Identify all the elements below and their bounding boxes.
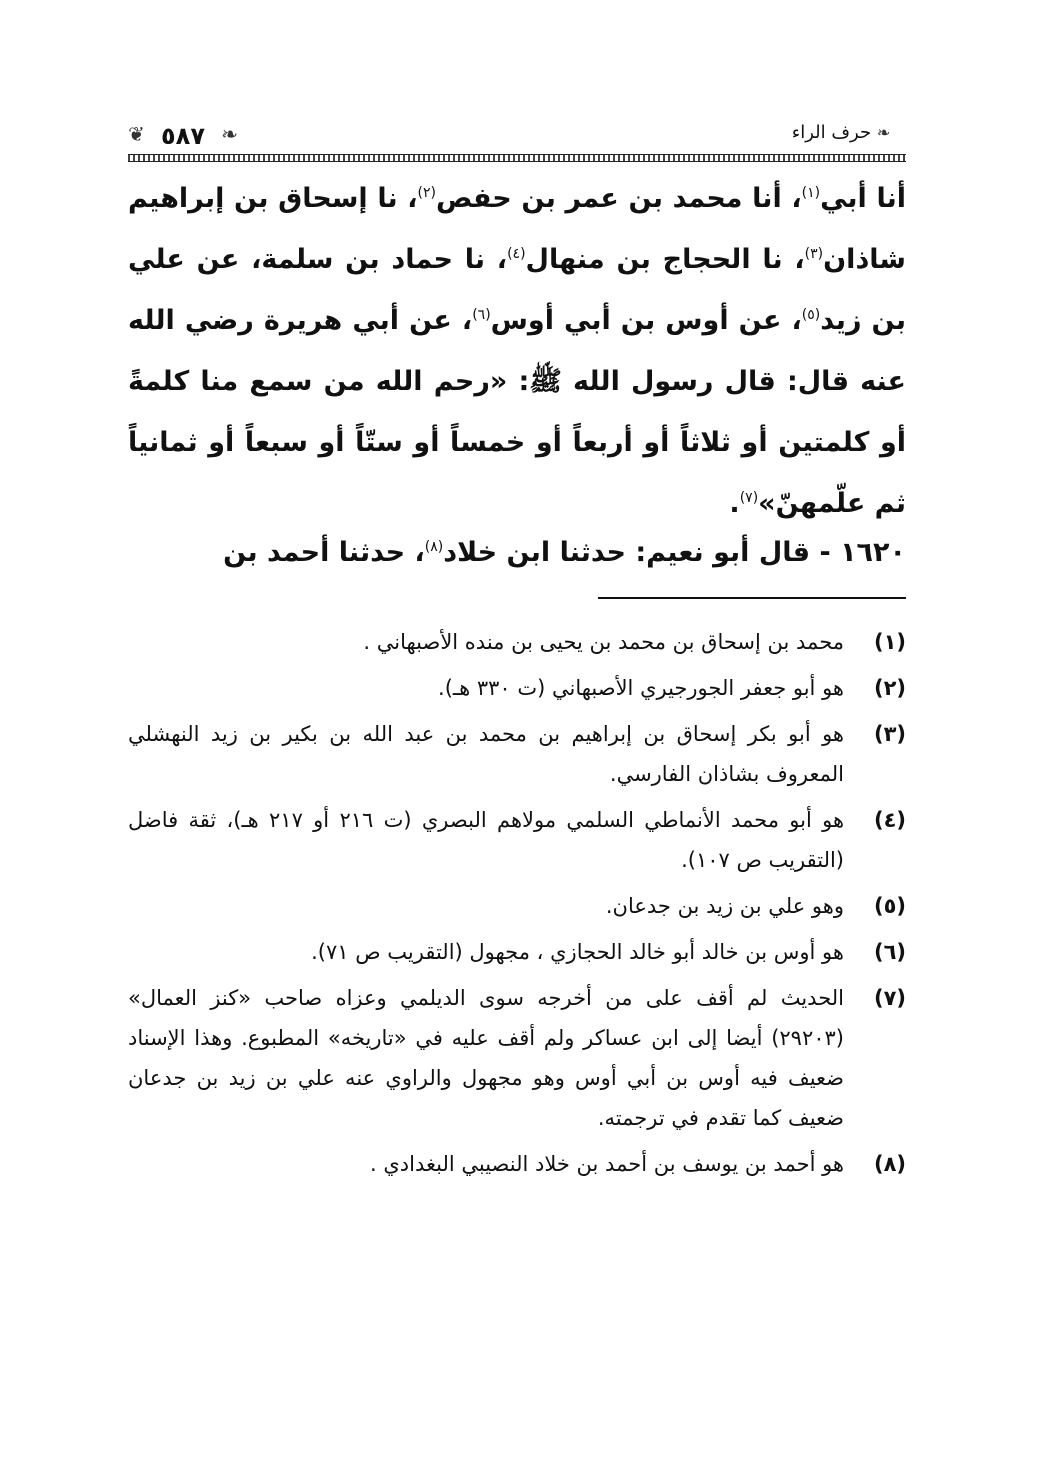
text-run: ١٦٢٠ - قال أبو نعيم: حدثنا ابن خلاد [443,537,906,568]
footnote-number: (٧) [873,986,906,1010]
text-run: ، نا حماد بن سلمة، عن علي بن زيد [128,244,906,336]
footnote-number: (١) [873,630,906,654]
text-run: ، أنا محمد بن عمر بن حفص [436,183,802,214]
footnote-number: (٨) [873,1152,906,1176]
footnote-text: هو أوس بن خالد أبو خالد الحجازي ، مجهول (التقريب ص ٧١). [311,940,844,964]
footnote-ref[interactable]: (٣) [804,246,824,262]
page-number: ٥٨٧ [161,122,205,150]
text-run: ، نا إسحاق بن إبراهيم شاذان [128,183,906,275]
text-run: ، نا الحجاج بن منهال [525,244,805,275]
footnote-number: (٤) [873,808,906,832]
footnote [128,1144,906,1184]
hadith-paragraph-1620 [128,522,906,583]
footnote-text: هو أبو جعفر الجورجيري الأصبهاني (ت ٣٣٠ هـ). [438,676,844,700]
footnote-ref[interactable]: (٨) [424,539,444,555]
footnote-ref[interactable]: (١) [801,185,821,201]
ornament-icon: ❧ [221,122,238,146]
footnote [128,622,906,662]
footnote-ref[interactable]: (٥) [801,307,821,323]
text-run: ، عن أوس بن أبي أوس [490,305,802,336]
text-run: . [729,488,740,519]
text-run: ، حدثنا أحمد بن [223,537,425,568]
footnote-number: (٦) [873,940,906,964]
footnote [128,978,906,1138]
chapter-title-box [776,122,906,152]
ornament-icon: ❦ [128,122,145,146]
footnote-number: (٢) [873,676,906,700]
text-run: أنا أبي [820,183,907,214]
footnote-ref[interactable]: (٧) [739,490,759,506]
footnote-text: وهو علي بن زيد بن جدعان. [605,894,844,918]
footnote-separator [598,597,906,599]
footnote [128,800,906,880]
footnote-text: محمد بن إسحاق بن محمد بن يحيى بن منده الأصبهاني . [363,630,844,654]
footnote-number: (٣) [873,722,906,746]
hadith-paragraph [128,168,906,534]
ornament-icon: ❧ [876,123,891,142]
footnote-text: هو أحمد بن يوسف بن أحمد بن خلاد النصيبي البغدادي . [370,1152,844,1176]
footnote-text: هو أبو بكر إسحاق بن إبراهيم بن محمد بن عبد الله بن بكير بن زيد النهشلي المعروف بشاذان الفارسي. [128,722,844,786]
footnote [128,886,906,926]
footnote-number: (٥) [873,894,906,918]
footnote [128,932,906,972]
footnote-ref[interactable]: (٦) [472,307,491,323]
footnote [128,668,906,708]
footnotes [128,622,906,1190]
page-header [128,118,906,162]
footnote-text: هو أبو محمد الأنماطي السلمي مولاهم البصري (ت ٢١٦ أو ٢١٧ هـ)، ثقة فاضل (التقريب ص ١٠٧). [128,808,845,872]
text-run: ، عن أبي هريرة رضي الله عنه قال: قال رسول الله ﷺ: «رحم الله من سمع منا كلمةً أو كلمتين أو ثلاثاً أو أربعاً أو خمساً أو ستّاً أو سبعاً أو ثمانياً ثم علّمهنّ» [128,305,906,519]
chapter-title: حرف الراء [791,122,872,143]
header-ornamental-rule [128,154,906,162]
footnote-ref[interactable]: (٤) [507,246,526,262]
footnote-text: الحديث لم أقف على من أخرجه سوى الديلمي وعزاه صاحب «كنز العمال» (٢٩٢٠٣) أيضا إلى ابن عساكر ولم أقف عليه في «تاريخه» المطبوع. وهذا الإسناد ضعيف فيه أوس بن أبي أوس وهو مجهول والراوي عنه علي بن زيد بن جدعان ضعيف كما تقدم في ترجمته. [128,986,844,1130]
footnote-ref[interactable]: (٢) [417,185,437,201]
page-number-box [128,120,238,152]
footnote [128,714,906,794]
